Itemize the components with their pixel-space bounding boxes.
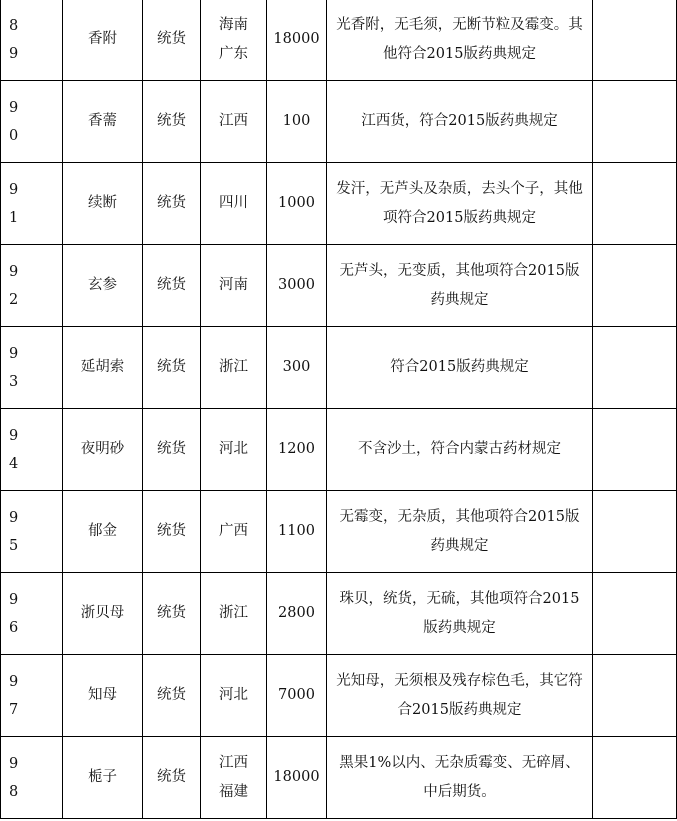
note-cell (593, 737, 677, 819)
origin-cell: 四川 (201, 163, 267, 245)
quality-requirement-cell: 符合2015版药典规定 (327, 327, 593, 409)
origin-cell: 河南 (201, 245, 267, 327)
spec-cell: 统货 (143, 409, 201, 491)
herb-name-cell: 续断 (63, 163, 143, 245)
note-cell (593, 0, 677, 81)
spec-cell: 统货 (143, 0, 201, 81)
row-number-cell: 9 7 (1, 655, 63, 737)
quality-requirement-cell: 江西货，符合2015版药典规定 (327, 81, 593, 163)
quality-requirement-cell: 光知母，无须根及残存棕色毛，其它符合2015版药典规定 (327, 655, 593, 737)
quantity-cell: 1100 (267, 491, 327, 573)
quality-requirement-cell: 无芦头，无变质，其他项符合2015版药典规定 (327, 245, 593, 327)
spec-cell: 统货 (143, 245, 201, 327)
note-cell (593, 163, 677, 245)
herb-name-cell: 玄参 (63, 245, 143, 327)
table-row (1, 0, 677, 81)
table-row (1, 245, 677, 327)
herb-name-cell: 夜明砂 (63, 409, 143, 491)
quantity-cell: 7000 (267, 655, 327, 737)
quantity-cell: 18000 (267, 0, 327, 81)
row-number-cell: 9 6 (1, 573, 63, 655)
quantity-cell: 1200 (267, 409, 327, 491)
spec-cell: 统货 (143, 163, 201, 245)
row-number-cell: 9 4 (1, 409, 63, 491)
row-number-cell: 9 3 (1, 327, 63, 409)
row-number-cell: 9 8 (1, 737, 63, 819)
note-cell (593, 655, 677, 737)
origin-cell: 江西 福建 (201, 737, 267, 819)
herb-name-cell: 浙贝母 (63, 573, 143, 655)
note-cell (593, 81, 677, 163)
quality-requirement-cell: 黑果1%以内、无杂质霉变、无碎屑、中后期货。 (327, 737, 593, 819)
origin-cell: 浙江 (201, 573, 267, 655)
herb-name-cell: 郁金 (63, 491, 143, 573)
note-cell (593, 245, 677, 327)
quality-requirement-cell: 不含沙土，符合内蒙古药材规定 (327, 409, 593, 491)
row-number-cell: 9 5 (1, 491, 63, 573)
origin-cell: 广西 (201, 491, 267, 573)
quality-requirement-cell: 光香附，无毛须，无断节粒及霉变。其他符合2015版药典规定 (327, 0, 593, 81)
row-number-cell: 8 9 (1, 0, 63, 81)
quantity-cell: 2800 (267, 573, 327, 655)
table-row (1, 573, 677, 655)
table-row (1, 163, 677, 245)
origin-cell: 江西 (201, 81, 267, 163)
spec-cell: 统货 (143, 655, 201, 737)
quantity-cell: 100 (267, 81, 327, 163)
spec-cell: 统货 (143, 573, 201, 655)
origin-cell: 浙江 (201, 327, 267, 409)
spec-cell: 统货 (143, 737, 201, 819)
herb-name-cell: 香附 (63, 0, 143, 81)
note-cell (593, 409, 677, 491)
note-cell (593, 491, 677, 573)
table-row (1, 655, 677, 737)
table-row (1, 81, 677, 163)
origin-cell: 河北 (201, 655, 267, 737)
herb-name-cell: 栀子 (63, 737, 143, 819)
origin-cell: 海南 广东 (201, 0, 267, 81)
quantity-cell: 1000 (267, 163, 327, 245)
quantity-cell: 18000 (267, 737, 327, 819)
spec-cell: 统货 (143, 491, 201, 573)
table-row (1, 409, 677, 491)
spec-cell: 统货 (143, 327, 201, 409)
table-row (1, 491, 677, 573)
quality-requirement-cell: 无霉变，无杂质，其他项符合2015版药典规定 (327, 491, 593, 573)
row-number-cell: 9 1 (1, 163, 63, 245)
origin-cell: 河北 (201, 409, 267, 491)
quality-requirement-cell: 发汗，无芦头及杂质，去头个子，其他项符合2015版药典规定 (327, 163, 593, 245)
quality-requirement-cell: 珠贝，统货，无硫，其他项符合2015版药典规定 (327, 573, 593, 655)
row-number-cell: 9 0 (1, 81, 63, 163)
herb-name-cell: 香薷 (63, 81, 143, 163)
quantity-cell: 300 (267, 327, 327, 409)
herb-name-cell: 延胡索 (63, 327, 143, 409)
quantity-cell: 3000 (267, 245, 327, 327)
spec-cell: 统货 (143, 81, 201, 163)
table-body (1, 0, 677, 819)
table-row (1, 737, 677, 819)
row-number-cell: 9 2 (1, 245, 63, 327)
note-cell (593, 573, 677, 655)
note-cell (593, 327, 677, 409)
table-row (1, 327, 677, 409)
herb-name-cell: 知母 (63, 655, 143, 737)
